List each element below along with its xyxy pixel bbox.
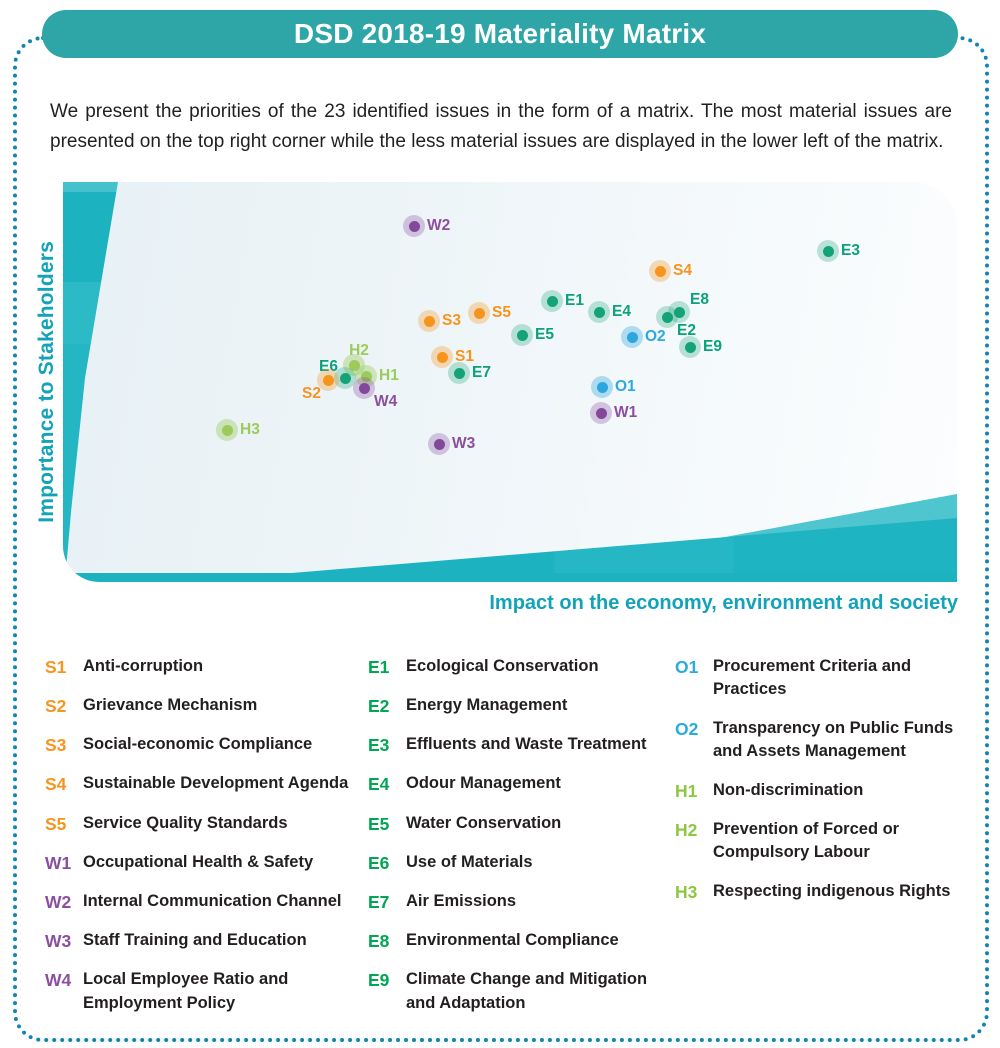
legend-item-W4 (45, 968, 363, 1015)
point-label: E5 (535, 326, 554, 343)
legend-code: W2 (45, 891, 72, 912)
page-title: DSD 2018-19 Materiality Matrix (293, 18, 707, 49)
y-axis-label-wrap (32, 182, 62, 582)
point-dot (434, 439, 445, 450)
point-label: E3 (841, 242, 860, 259)
point-label: E6 (319, 358, 338, 375)
point-label: E2 (677, 322, 696, 339)
point-dot (547, 296, 558, 307)
point-label: E7 (472, 364, 491, 381)
point-label: H3 (240, 421, 260, 438)
point-dot (437, 352, 448, 363)
point-label: H2 (349, 342, 369, 359)
legend-code: E7 (368, 891, 390, 912)
y-axis-label: Importance to Stakeholders (35, 241, 58, 523)
point-dot (323, 375, 334, 386)
legend-item-S3 (45, 733, 363, 757)
legend-item-H2 (675, 818, 957, 865)
point-dot (409, 221, 420, 232)
legend-label: Water Conservation (406, 813, 562, 832)
point-label: W4 (374, 393, 398, 410)
legend-label: Non-discrimination (713, 780, 864, 799)
legend-label: Prevention of Forced or Compulsory Labour (713, 819, 900, 862)
legend-item-E5 (368, 812, 670, 836)
point-dot (627, 332, 638, 343)
point-label: S3 (442, 312, 461, 329)
legend-label: Local Employee Ratio and Employment Policy (83, 970, 289, 1012)
legend-item-E3 (368, 733, 670, 757)
issues-legend (45, 655, 957, 1030)
legend-code: H3 (675, 881, 698, 902)
legend-code: S5 (45, 813, 67, 834)
legend-item-W1 (45, 851, 363, 875)
legend-code: E4 (368, 774, 390, 795)
legend-code: S4 (45, 774, 67, 795)
point-label: O1 (615, 378, 636, 395)
point-label: S2 (302, 385, 321, 402)
legend-column-2 (368, 655, 670, 1030)
legend-item-O2 (675, 717, 957, 764)
legend-code: O2 (675, 718, 699, 739)
legend-label: Environmental Compliance (406, 930, 619, 949)
legend-column-1 (45, 655, 363, 1030)
legend-label: Energy Management (406, 696, 568, 715)
legend-item-H3 (675, 880, 957, 904)
legend-label: Social-economic Compliance (83, 735, 313, 754)
legend-item-W2 (45, 890, 363, 914)
point-label: E1 (565, 292, 584, 309)
legend-code: E1 (368, 657, 390, 677)
legend-column-3 (675, 655, 957, 1030)
legend-code: E8 (368, 930, 390, 951)
legend-item-E7 (368, 890, 670, 914)
legend-code: S1 (45, 657, 67, 677)
point-label: E4 (612, 303, 631, 320)
point-dot (823, 246, 834, 257)
legend-code: W4 (45, 970, 72, 991)
legend-label: Use of Materials (406, 852, 533, 871)
legend-label: Effluents and Waste Treatment (406, 735, 647, 754)
legend-code: S2 (45, 696, 67, 717)
legend-code: E5 (368, 813, 390, 834)
point-dot (685, 342, 696, 353)
legend-label: Occupational Health & Safety (83, 852, 314, 871)
legend-code: H1 (675, 780, 698, 801)
legend-item-S4 (45, 772, 363, 796)
point-label: W2 (427, 217, 451, 234)
x-axis-baseline (63, 573, 957, 582)
point-dot (340, 373, 351, 384)
legend-label: Climate Change and Mitigation and Adaptation (406, 970, 648, 1012)
legend-item-E4 (368, 772, 670, 796)
point-dot (474, 308, 485, 319)
point-dot (454, 368, 465, 379)
legend-code: W3 (45, 930, 72, 951)
title-banner (42, 10, 958, 58)
y-axis-wedge (63, 182, 123, 582)
legend-label: Grievance Mechanism (83, 696, 258, 715)
legend-code: S3 (45, 735, 67, 756)
point-dot (655, 266, 666, 277)
legend-item-E9 (368, 968, 670, 1015)
legend-item-S5 (45, 812, 363, 836)
legend-label: Respecting indigenous Rights (713, 881, 951, 900)
legend-code: H2 (675, 819, 698, 840)
legend-label: Service Quality Standards (83, 813, 288, 832)
legend-item-O1 (675, 655, 957, 702)
legend-item-E8 (368, 929, 670, 953)
legend-item-W3 (45, 929, 363, 953)
point-dot (222, 425, 233, 436)
point-dot (359, 383, 370, 394)
legend-label: Procurement Criteria and Practices (713, 657, 912, 699)
legend-label: Sustainable Development Agenda (83, 774, 349, 793)
point-label: S4 (673, 262, 692, 279)
legend-item-S2 (45, 694, 363, 718)
legend-label: Transparency on Public Funds and Assets Management (713, 718, 954, 761)
point-label: E8 (690, 291, 709, 308)
point-dot (662, 312, 673, 323)
point-label: W3 (452, 435, 476, 452)
legend-code: W1 (45, 852, 72, 873)
point-dot (424, 316, 435, 327)
legend-label: Air Emissions (406, 891, 517, 910)
point-label: E9 (703, 338, 722, 355)
legend-code: O1 (675, 657, 699, 677)
legend-item-E6 (368, 851, 670, 875)
legend-label: Staff Training and Education (83, 930, 307, 949)
legend-item-E1 (368, 655, 670, 679)
point-dot (596, 408, 607, 419)
materiality-matrix-plot (63, 182, 957, 582)
legend-label: Internal Communication Channel (83, 891, 342, 910)
point-dot (517, 330, 528, 341)
point-dot (594, 307, 605, 318)
legend-label: Odour Management (406, 774, 561, 793)
point-label: S5 (492, 304, 511, 321)
point-label: O2 (645, 328, 666, 345)
point-label: H1 (379, 367, 399, 384)
legend-label: Anti-corruption (83, 657, 204, 675)
legend-label: Ecological Conservation (406, 657, 599, 675)
legend-item-E2 (368, 694, 670, 718)
point-label: S1 (455, 348, 474, 365)
legend-code: E9 (368, 970, 390, 991)
intro-paragraph: We present the priorities of the 23 identified issues in the form of a matrix. The most material issues are presented on the top right corner while the less material issues are displayed in the lower left of the matrix. (50, 101, 952, 152)
x-axis-label: Impact on the economy, environment and society (489, 592, 958, 614)
legend-code: E6 (368, 852, 390, 873)
legend-item-S1 (45, 655, 363, 679)
legend-code: E3 (368, 735, 390, 756)
legend-code: E2 (368, 696, 390, 717)
point-dot (597, 382, 608, 393)
legend-item-H1 (675, 779, 957, 803)
point-label: W1 (614, 404, 638, 421)
